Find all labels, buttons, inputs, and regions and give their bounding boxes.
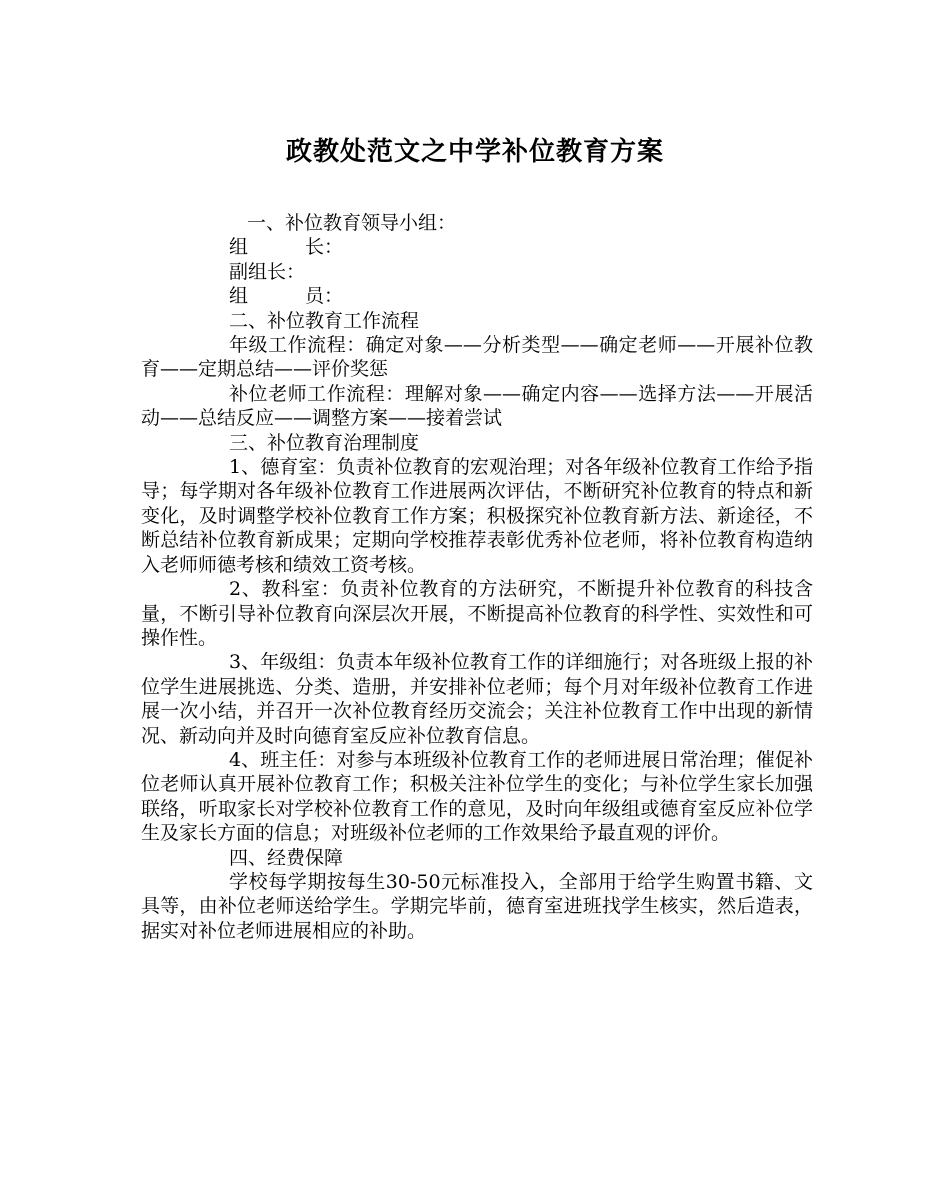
leader-label: 组 长：: [229, 236, 344, 259]
document-title: 政教处范文之中学补位教育方案: [285, 137, 664, 167]
item-4-paragraph: 4、班主任：对参与本班级补位教育工作的老师进展日常治理；催促补位老师认真开展补位教育工作；积极关注补位学生的变化；与补位学生家长加强联络，听取家长对学校补位教育工作的意见，及时向年级组或德育室反应补位学生及家长方面的信息；对班级补位老师的工作效果给予最直观的评价。: [141, 748, 813, 845]
section-heading-4: 四、经费保障: [229, 846, 344, 869]
member-label: 组 员：: [229, 285, 344, 308]
section-heading-1: 一、补位教育领导小组：: [247, 212, 457, 234]
section-heading-2: 二、补位教育工作流程: [229, 309, 420, 332]
section-heading-3: 三、补位教育治理制度: [229, 431, 420, 454]
vice-leader-label: 副组长：: [229, 260, 306, 283]
document-body: [141, 211, 813, 943]
item-1-paragraph: 1、德育室：负责补位教育的宏观治理；对各年级补位教育工作给予指导；每学期对各年级补位教育工作进展两次评估，不断研究补位教育的特点和新变化，及时调整学校补位教育工作方案；积极探究补位教育新方法、新途径，不断总结补位教育新成果；定期向学校推荐表彰优秀补位老师，将补位教育构造纳入老师师德考核和绩效工资考核。: [141, 456, 813, 576]
teacher-workflow-paragraph: 补位老师工作流程：理解对象——确定内容——选择方法——开展活动——总结反应——调整方案——接着尝试: [141, 382, 813, 430]
item-2-paragraph: 2、教科室：负责补位教育的方法研究，不断提升补位教育的科技含量，不断引导补位教育向深层次开展，不断提高补位教育的科学性、实效性和可操作性。: [141, 578, 813, 649]
item-3-paragraph: 3、年级组：负责本年级补位教育工作的详细施行；对各班级上报的补位学生进展挑选、分类、造册，并安排补位老师；每个月对年级补位教育工作进展一次小结，并召开一次补位教育经历交流会；关注补位教育工作中出现的新情况、新动向并及时向德育室反应补位教育信息。: [141, 651, 813, 747]
funding-paragraph: 学校每学期按每生30-50元标准投入，全部用于给学生购置书籍、文具等，由补位老师送给学生。学期完毕前，德育室进班找学生核实，然后造表，据实对补位老师进展相应的补助。: [141, 870, 813, 942]
grade-workflow-paragraph: 年级工作流程：确定对象——分析类型——确定老师——开展补位教育——定期总结——评价奖惩: [141, 334, 813, 381]
